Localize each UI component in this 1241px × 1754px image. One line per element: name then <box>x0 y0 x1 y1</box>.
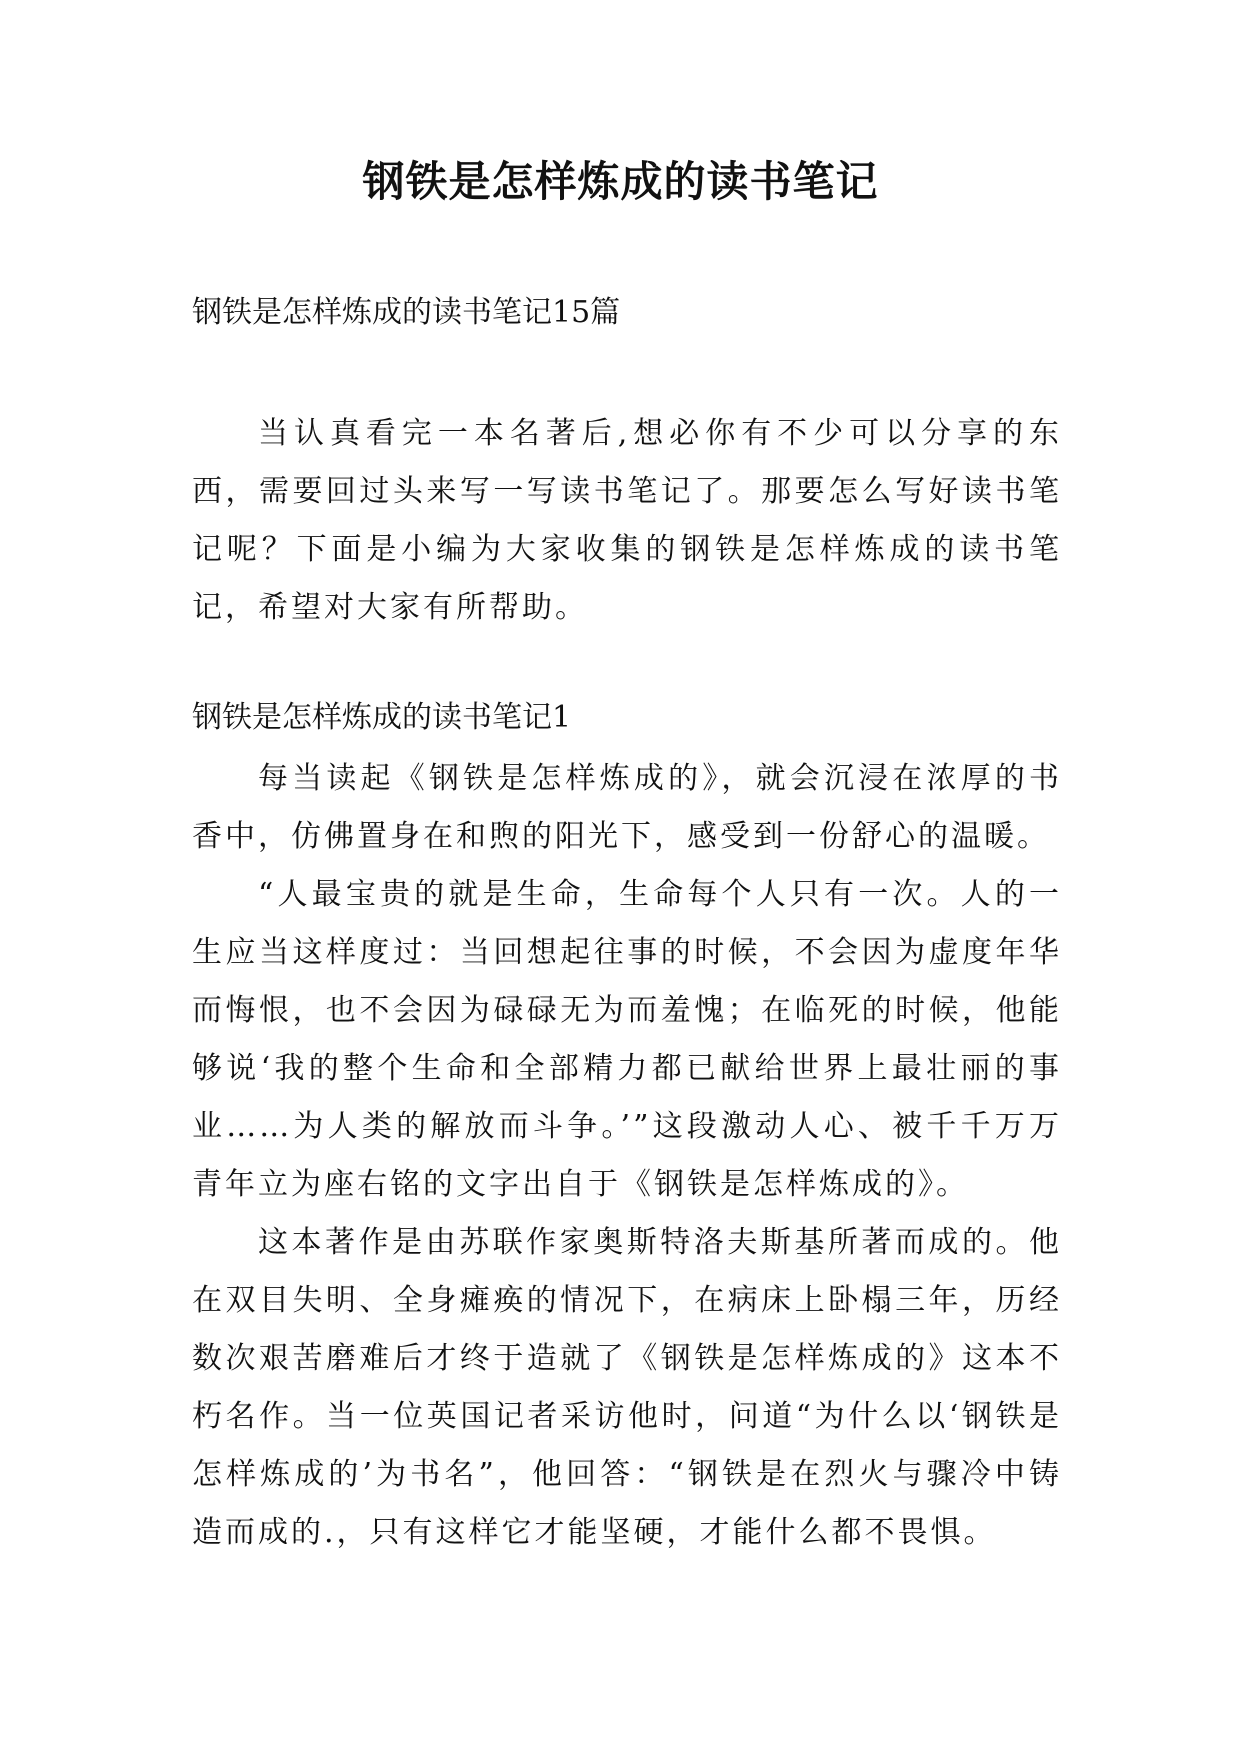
intro-block <box>192 405 1062 637</box>
intro-paragraph: 当认真看完一本名著后,想必你有不少可以分享的东西，需要回过头来写一写读书笔记了。那要怎么写好读书笔记呢？下面是小编为大家收集的钢铁是怎样炼成的读书笔记，希望对大家有所帮助。 <box>192 416 1062 625</box>
section-heading: 钢铁是怎样炼成的读书笔记1 <box>192 700 572 735</box>
body-paragraph: 每当读起《钢铁是怎样炼成的》，就会沉浸在浓厚的书香中，仿佛置身在和煦的阳光下，感受到一份舒心的温暖。 <box>192 761 1062 854</box>
section-body <box>192 750 1062 1562</box>
document-title: 钢铁是怎样炼成的读书笔记 <box>362 157 879 206</box>
body-paragraph: “人最宝贵的就是生命，生命每个人只有一次。人的一生应当这样度过：当回想起往事的时候，不会因为虚度年华而悔恨，也不会因为碌碌无为而羞愧；在临死的时候，他能够说‘我的整个生命和全部精力都已献给世界上最壮丽的事业……为人类的解放而斗争。’”这段激动人心、被千千万万青年立为座右铭的文字出自于《钢铁是怎样炼成的》。 <box>192 877 1062 1202</box>
body-paragraph: 这本著作是由苏联作家奥斯特洛夫斯基所著而成的。他在双目失明、全身瘫痪的情况下，在病床上卧榻三年，历经数次艰苦磨难后才终于造就了《钢铁是怎样炼成的》这本不朽名作。当一位英国记者采访他时，问道“为什么以‘钢铁是怎样炼成的’为书名”，他回答：“钢铁是在烈火与骤冷中铸造而成的.，只有这样它才能坚硬，才能什么都不畏惧。 <box>192 1225 1062 1550</box>
document-subtitle: 钢铁是怎样炼成的读书笔记15篇 <box>192 295 621 330</box>
